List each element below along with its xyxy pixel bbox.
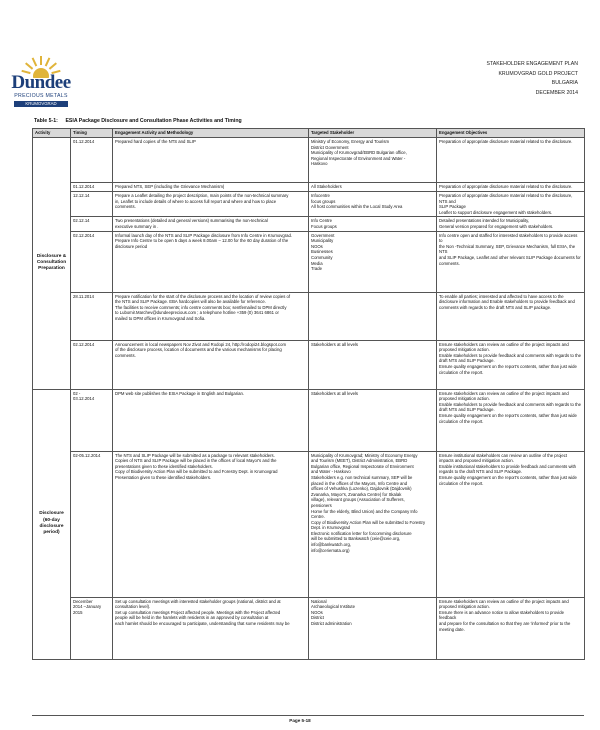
cell-line: Ensure quality engagement on the report's contents, rather than just wide bbox=[439, 474, 577, 480]
cell-line: impacts and proposed mitigation action. bbox=[439, 458, 514, 464]
cell-line: Dept. in Krumovgrad bbox=[311, 525, 350, 531]
table-body bbox=[33, 138, 585, 660]
objective-cell bbox=[437, 192, 585, 217]
cell-line: mailed to DPM offices in Krumovgrad and Sofia. bbox=[115, 315, 206, 321]
objective-cell bbox=[437, 292, 585, 340]
cell-line: 12.12.14 bbox=[73, 193, 90, 198]
cell-line: Government bbox=[311, 232, 335, 238]
cell-line: Ministry of Economy, Energy and Tourism bbox=[311, 139, 390, 144]
cell-line: Prepared NTS, SEP (including the Grievance Mechanism) bbox=[115, 184, 225, 189]
cell-line: proposed mitigation action. bbox=[439, 396, 490, 402]
column-header: Activity bbox=[33, 129, 71, 138]
cell-line: Disclosure & bbox=[36, 253, 67, 259]
cell-line: Infocentre bbox=[311, 193, 330, 198]
cell-line: Stakeholders at all levels bbox=[311, 390, 359, 396]
cell-line: comments. bbox=[115, 204, 136, 210]
cell-line: consultation level). bbox=[115, 604, 151, 610]
cell-line: NGOs bbox=[311, 609, 323, 615]
method-cell bbox=[113, 231, 309, 292]
cell-line: Enable stakeholders to provide feedback and comments with regards to the bbox=[439, 401, 581, 407]
cell-line: Informal launch day of the NTS and SLIP Package disclosure from Info Centre in Krumovgrad. bbox=[115, 232, 293, 238]
cell-line: disclosure information and Enable stakeholders to provide feedback and bbox=[439, 299, 575, 305]
column-header: Engagement Activity and Methodology bbox=[113, 129, 309, 138]
cell-line: All Stakeholders bbox=[311, 184, 342, 189]
table-title: ESIA Package Disclosure and Consultation Phase Activities and Timing bbox=[65, 118, 242, 124]
cell-line: info@bankwatch.org, bbox=[311, 542, 351, 548]
stakeholder-cell bbox=[309, 217, 437, 231]
cell-line: Electronic notification letter for forcomming disclosure bbox=[311, 530, 412, 536]
objective-cell bbox=[437, 183, 585, 192]
cell-line: 01.12.2014 bbox=[73, 139, 95, 144]
cell-line: executive summary in . bbox=[115, 223, 159, 229]
cell-line: Haskovo bbox=[311, 161, 328, 167]
cell-line: Set up consultation meetings with interested stakeholder groups (national, district and at bbox=[115, 598, 281, 604]
method-cell bbox=[113, 292, 309, 340]
cell-line: (60-day bbox=[43, 517, 60, 523]
table-number: Table 5-1: bbox=[34, 118, 58, 124]
logo-location-bar: KRUMOVGRAD bbox=[14, 101, 68, 107]
timing-cell bbox=[71, 389, 113, 451]
table-row bbox=[33, 231, 585, 292]
cell-line: Info centre open and staffed for interested stakeholders to provide access to bbox=[439, 232, 578, 244]
table-row bbox=[33, 451, 585, 597]
cell-line: disclosure period bbox=[115, 243, 148, 249]
table-row bbox=[33, 183, 585, 192]
cell-line: 02.12.14 bbox=[73, 218, 90, 224]
cell-line: will be submitted to Bankwatch (ceie@ceie.org, bbox=[311, 536, 401, 542]
table-row bbox=[33, 192, 585, 217]
column-header: Engagement Objectives bbox=[437, 129, 585, 138]
timing-cell bbox=[71, 292, 113, 340]
column-header: Targeted Stakeholder bbox=[309, 129, 437, 138]
stakeholder-cell bbox=[309, 292, 437, 340]
cell-line: Prepare notification for the start of the disclosure process and the location of review copies of bbox=[115, 293, 291, 299]
cell-line: proposed mitigation action. bbox=[439, 347, 490, 353]
cell-line: Ensure stakeholders can review an outline of the project impacts and bbox=[439, 390, 569, 396]
cell-line: and prepare for the consultation so that they are 'informed' prior to the bbox=[439, 620, 571, 626]
objective-cell bbox=[437, 138, 585, 183]
objective-cell bbox=[437, 340, 585, 389]
cell-line: District administration bbox=[311, 620, 352, 626]
cell-line: 02.12.2014 bbox=[73, 341, 95, 347]
cell-line: Ensure quality engagement on the report's contents, rather than just wide bbox=[439, 412, 577, 418]
cell-line: offices of Vehushka (Lozenko), Dajdovnik (Dajdovnik) bbox=[311, 486, 412, 492]
cell-line: Copy of Biodiversity Action Plan will be submitted to and Forestry Dept. in Krumovgrad bbox=[115, 469, 278, 475]
table-row bbox=[33, 292, 585, 340]
cell-line: Home for the elderly, Blind Union) and the Company Info bbox=[311, 508, 418, 514]
cell-line: and Water - Haskovo bbox=[311, 469, 351, 475]
cell-line: Centre. bbox=[311, 514, 325, 520]
cell-line: District Government bbox=[311, 144, 349, 150]
objective-cell bbox=[437, 597, 585, 659]
cell-line: All host communities within the Local Study Area bbox=[311, 204, 403, 210]
cell-line: National bbox=[311, 598, 327, 604]
logo-subtitle: PRECIOUS METALS bbox=[14, 93, 68, 99]
activity-cell bbox=[33, 389, 71, 659]
cell-line: Ensure stakeholders can review an outline of the project impacts and bbox=[439, 598, 569, 604]
method-cell bbox=[113, 340, 309, 389]
cell-line: Enable stakeholders to provide feedback and comments with regards to the bbox=[439, 352, 581, 358]
cell-line: circulation of the report. bbox=[439, 480, 484, 486]
stakeholder-cell bbox=[309, 597, 437, 659]
cell-line: Trade bbox=[311, 266, 322, 272]
cell-line: Preparation bbox=[38, 266, 65, 272]
objective-cell bbox=[437, 389, 585, 451]
cell-line: Prepared hard copies of the NTS and SLIP bbox=[115, 139, 196, 144]
cell-line: draft NTS and SLIP Package. bbox=[439, 358, 495, 364]
cell-line: Municipality bbox=[311, 238, 334, 244]
cell-line: disclosure bbox=[39, 524, 64, 530]
cell-line: Zvanarka, Mayor's, Zvanarka Centre) for Skalak bbox=[311, 491, 402, 497]
cell-line: NGOs bbox=[311, 243, 323, 249]
cell-line: Focus groups bbox=[311, 223, 337, 229]
cell-line: Archaeological Institute bbox=[311, 604, 355, 610]
cell-line: and SLIP Package, Leaflet and other relevant SLIP Package documents for bbox=[439, 254, 581, 260]
timing-cell bbox=[71, 340, 113, 389]
timing-cell bbox=[71, 138, 113, 183]
method-cell bbox=[113, 451, 309, 597]
cell-line: 01.12.2014 bbox=[73, 184, 95, 189]
cell-line: Municipality of Krumovgrad; Ministry of Economy Energy bbox=[311, 452, 418, 458]
method-cell bbox=[113, 192, 309, 217]
cell-line: proposed mitigation action. bbox=[439, 604, 490, 610]
cell-line: Businesses bbox=[311, 249, 333, 255]
timing-cell bbox=[71, 451, 113, 597]
cell-line: Stakeholders at all levels bbox=[311, 341, 359, 347]
footer-divider bbox=[32, 715, 584, 716]
cell-line: Presentation given to these identified stakeholders. bbox=[115, 474, 212, 480]
stakeholder-cell bbox=[309, 389, 437, 451]
objective-cell bbox=[437, 451, 585, 597]
objective-cell bbox=[437, 217, 585, 231]
cell-line: Enable institutional stakeholders to provide feedback and comments with bbox=[439, 463, 577, 469]
stakeholder-cell bbox=[309, 340, 437, 389]
stakeholder-cell bbox=[309, 451, 437, 597]
cell-line: 02 - bbox=[73, 390, 81, 396]
table-row bbox=[33, 217, 585, 231]
cell-line: Consultation bbox=[36, 260, 67, 266]
objective-cell bbox=[437, 231, 585, 292]
cell-line: of the disclosure process, location of documents and the various mechanisms for placing bbox=[115, 347, 282, 353]
cell-line: comments. bbox=[439, 260, 460, 266]
header-line: BULGARIA bbox=[551, 80, 578, 86]
cell-line: Set up consultation meetings Project affected people. Meetings with the Project affected bbox=[115, 609, 281, 615]
cell-line: The NTS and SLIP Package will be submitted as a package to relevant stakeholders. bbox=[115, 452, 275, 458]
cell-line: Copies of NTS and SLIP Package will be placed in the offices of local Mayor's and the bbox=[115, 458, 277, 464]
method-cell bbox=[113, 183, 309, 192]
logo-wordmark: Dundee bbox=[11, 72, 71, 93]
cell-line: December bbox=[73, 598, 93, 604]
cell-line: Prepare Info Centre to be open 5 days a week 8.00am – 12.00 for the 60 day duration of the bbox=[115, 238, 289, 244]
cell-line: 03.12.2014 bbox=[73, 396, 95, 402]
timing-cell bbox=[71, 217, 113, 231]
cell-line: village), relevant groups (Association of Sufferers, bbox=[311, 497, 405, 503]
cell-line: DPM web site publishes the ESIA Package in English and Bulgarian. bbox=[115, 390, 244, 396]
column-header: Timing bbox=[71, 129, 113, 138]
cell-line: Info Centre bbox=[311, 218, 333, 224]
cell-line: Leaflet to support disclosure engagement with stakeholders. bbox=[439, 209, 553, 215]
timing-cell bbox=[71, 231, 113, 292]
cell-line: Regional Inspectorate of Environment and Water - bbox=[311, 155, 406, 161]
cell-line: Ensure there is an advance notice to allow stakeholders to provide feedback bbox=[439, 609, 564, 621]
header-line: KRUMOVGRAD GOLD PROJECT bbox=[498, 70, 578, 77]
cell-line: Municipality of Krumovgrad/EBRD Bulgarian office, bbox=[311, 150, 407, 156]
activities-table bbox=[32, 128, 585, 660]
cell-line: people will be held in the hamlets with residents in an approved by consultation at bbox=[115, 615, 269, 621]
cell-line: 28.11.2014 bbox=[73, 293, 94, 299]
method-cell bbox=[113, 217, 309, 231]
header-line: DECEMBER 2014 bbox=[535, 89, 578, 96]
cell-line: Stakeholders e.g. non technical summary, SEP will be bbox=[311, 474, 413, 480]
cell-line: presentations given to these identified stakeholders. bbox=[115, 463, 213, 469]
method-cell bbox=[113, 389, 309, 451]
cell-line: meeting date. bbox=[439, 626, 465, 632]
cell-line: period) bbox=[43, 530, 60, 536]
cell-line: pensioners bbox=[311, 502, 332, 508]
stakeholder-cell bbox=[309, 138, 437, 183]
cell-line: The facilities to receive comments; info centre comments box; sentfemailed to DPM directly bbox=[115, 304, 287, 310]
cell-line: circulation of the report. bbox=[439, 369, 484, 375]
cell-line: Preparation of appropriate disclosure material related to the disclosure. bbox=[439, 184, 573, 189]
cell-line: Ensure stakeholders can review an outline of the project impacts and bbox=[439, 341, 569, 347]
table-row bbox=[33, 340, 585, 389]
stakeholder-cell bbox=[309, 183, 437, 192]
cell-line: draft NTS and SLIP Package. bbox=[439, 407, 495, 413]
method-cell bbox=[113, 138, 309, 183]
table-caption bbox=[34, 118, 242, 124]
cell-line: 2014 –January bbox=[73, 604, 102, 610]
timing-cell bbox=[71, 183, 113, 192]
stakeholder-cell bbox=[309, 192, 437, 217]
cell-line: Ensure quality engagement on the report's contents, rather than just wide bbox=[439, 363, 577, 369]
cell-line: General version prepared for engagement with stakeholders. bbox=[439, 223, 554, 229]
cell-line: Announcement in local newspapers Nov Zivot and Rodopi 24, http://rodopi24.blogspot.com bbox=[115, 341, 287, 347]
cell-line: focus groups bbox=[311, 198, 336, 204]
cell-line: each hamlet should be encouraged to participate, understanding that some residents may be bbox=[115, 620, 290, 626]
cell-line: regards to the draft NTS and SLIP Package. bbox=[439, 469, 523, 475]
cell-line: and Tourism (MEET), District Administration, EBRD bbox=[311, 458, 408, 464]
cell-line: Ensure institutional stakeholders can review an outline of the project bbox=[439, 452, 568, 458]
cell-line: Preparation of appropriate disclosure material related to the disclosure, NTS and bbox=[439, 193, 573, 204]
method-cell bbox=[113, 597, 309, 659]
table-row bbox=[33, 597, 585, 659]
cell-line: Bulgarian office, Regional Inspectorate of Environment bbox=[311, 463, 414, 469]
header-line: STAKEHOLDER ENGAGEMENT PLAN bbox=[486, 61, 578, 67]
cell-line: District bbox=[311, 615, 324, 621]
cell-line: 02-05.12.2014 bbox=[73, 452, 101, 458]
cell-line: Detailed presentations intended for Municipality, bbox=[439, 218, 530, 224]
cell-line: the NTS and SLIP Package. EBA hardcopies will also be available for reference. bbox=[115, 299, 266, 305]
cell-line: in, Leaflet to include details of where to access full report and where and how to place bbox=[115, 198, 277, 204]
document-header bbox=[487, 60, 578, 98]
cell-line: comments. bbox=[115, 352, 136, 358]
stakeholder-cell bbox=[309, 231, 437, 292]
cell-line: comments with regards to the draft NTS and SLIP package. bbox=[439, 304, 552, 310]
cell-line: Copy of Biodiversity Action Plan will be submitted to Forestry bbox=[311, 519, 426, 525]
table-row bbox=[33, 389, 585, 451]
cell-line: 2015 bbox=[73, 609, 83, 615]
timing-cell bbox=[71, 597, 113, 659]
table-row bbox=[33, 138, 585, 183]
cell-line: Community bbox=[311, 254, 333, 260]
page-number: Page 5-18 bbox=[289, 718, 311, 723]
table-header-row bbox=[33, 129, 585, 138]
dundee-logo bbox=[10, 52, 72, 112]
cell-line: Disclosure bbox=[39, 511, 64, 517]
cell-line: to Lubomir.Marchev@dundeeprecious.com ; a telephone hotline +359 (0) 3641 6861 or bbox=[115, 310, 279, 316]
activity-cell bbox=[33, 138, 71, 390]
timing-cell bbox=[71, 192, 113, 217]
cell-line: 02.12.2014 bbox=[73, 232, 95, 238]
cell-line: the Non -Technical Summary, SEP, Grievance Mechanism, full ESIA, the NTS bbox=[439, 243, 576, 255]
cell-line: info@ceriemata.org) bbox=[311, 547, 350, 553]
cell-line: Two presentations (detailed and general versions) summarising the non-technical bbox=[115, 218, 268, 224]
cell-line: SLIP Package bbox=[439, 204, 466, 210]
cell-line: To enable all parties; interested and affected to have access to the bbox=[439, 293, 564, 299]
cell-line: Prepare a Leaflet detailing the project description, main points of the non-technical summary bbox=[115, 193, 289, 198]
cell-line: Preparation of appropriate disclosure material related to the disclosure. bbox=[439, 139, 573, 144]
cell-line: placed in the offices of the Mayors, Info Centre and bbox=[311, 480, 408, 486]
cell-line: Media bbox=[311, 260, 323, 266]
cell-line: circulation of the report. bbox=[439, 418, 484, 424]
